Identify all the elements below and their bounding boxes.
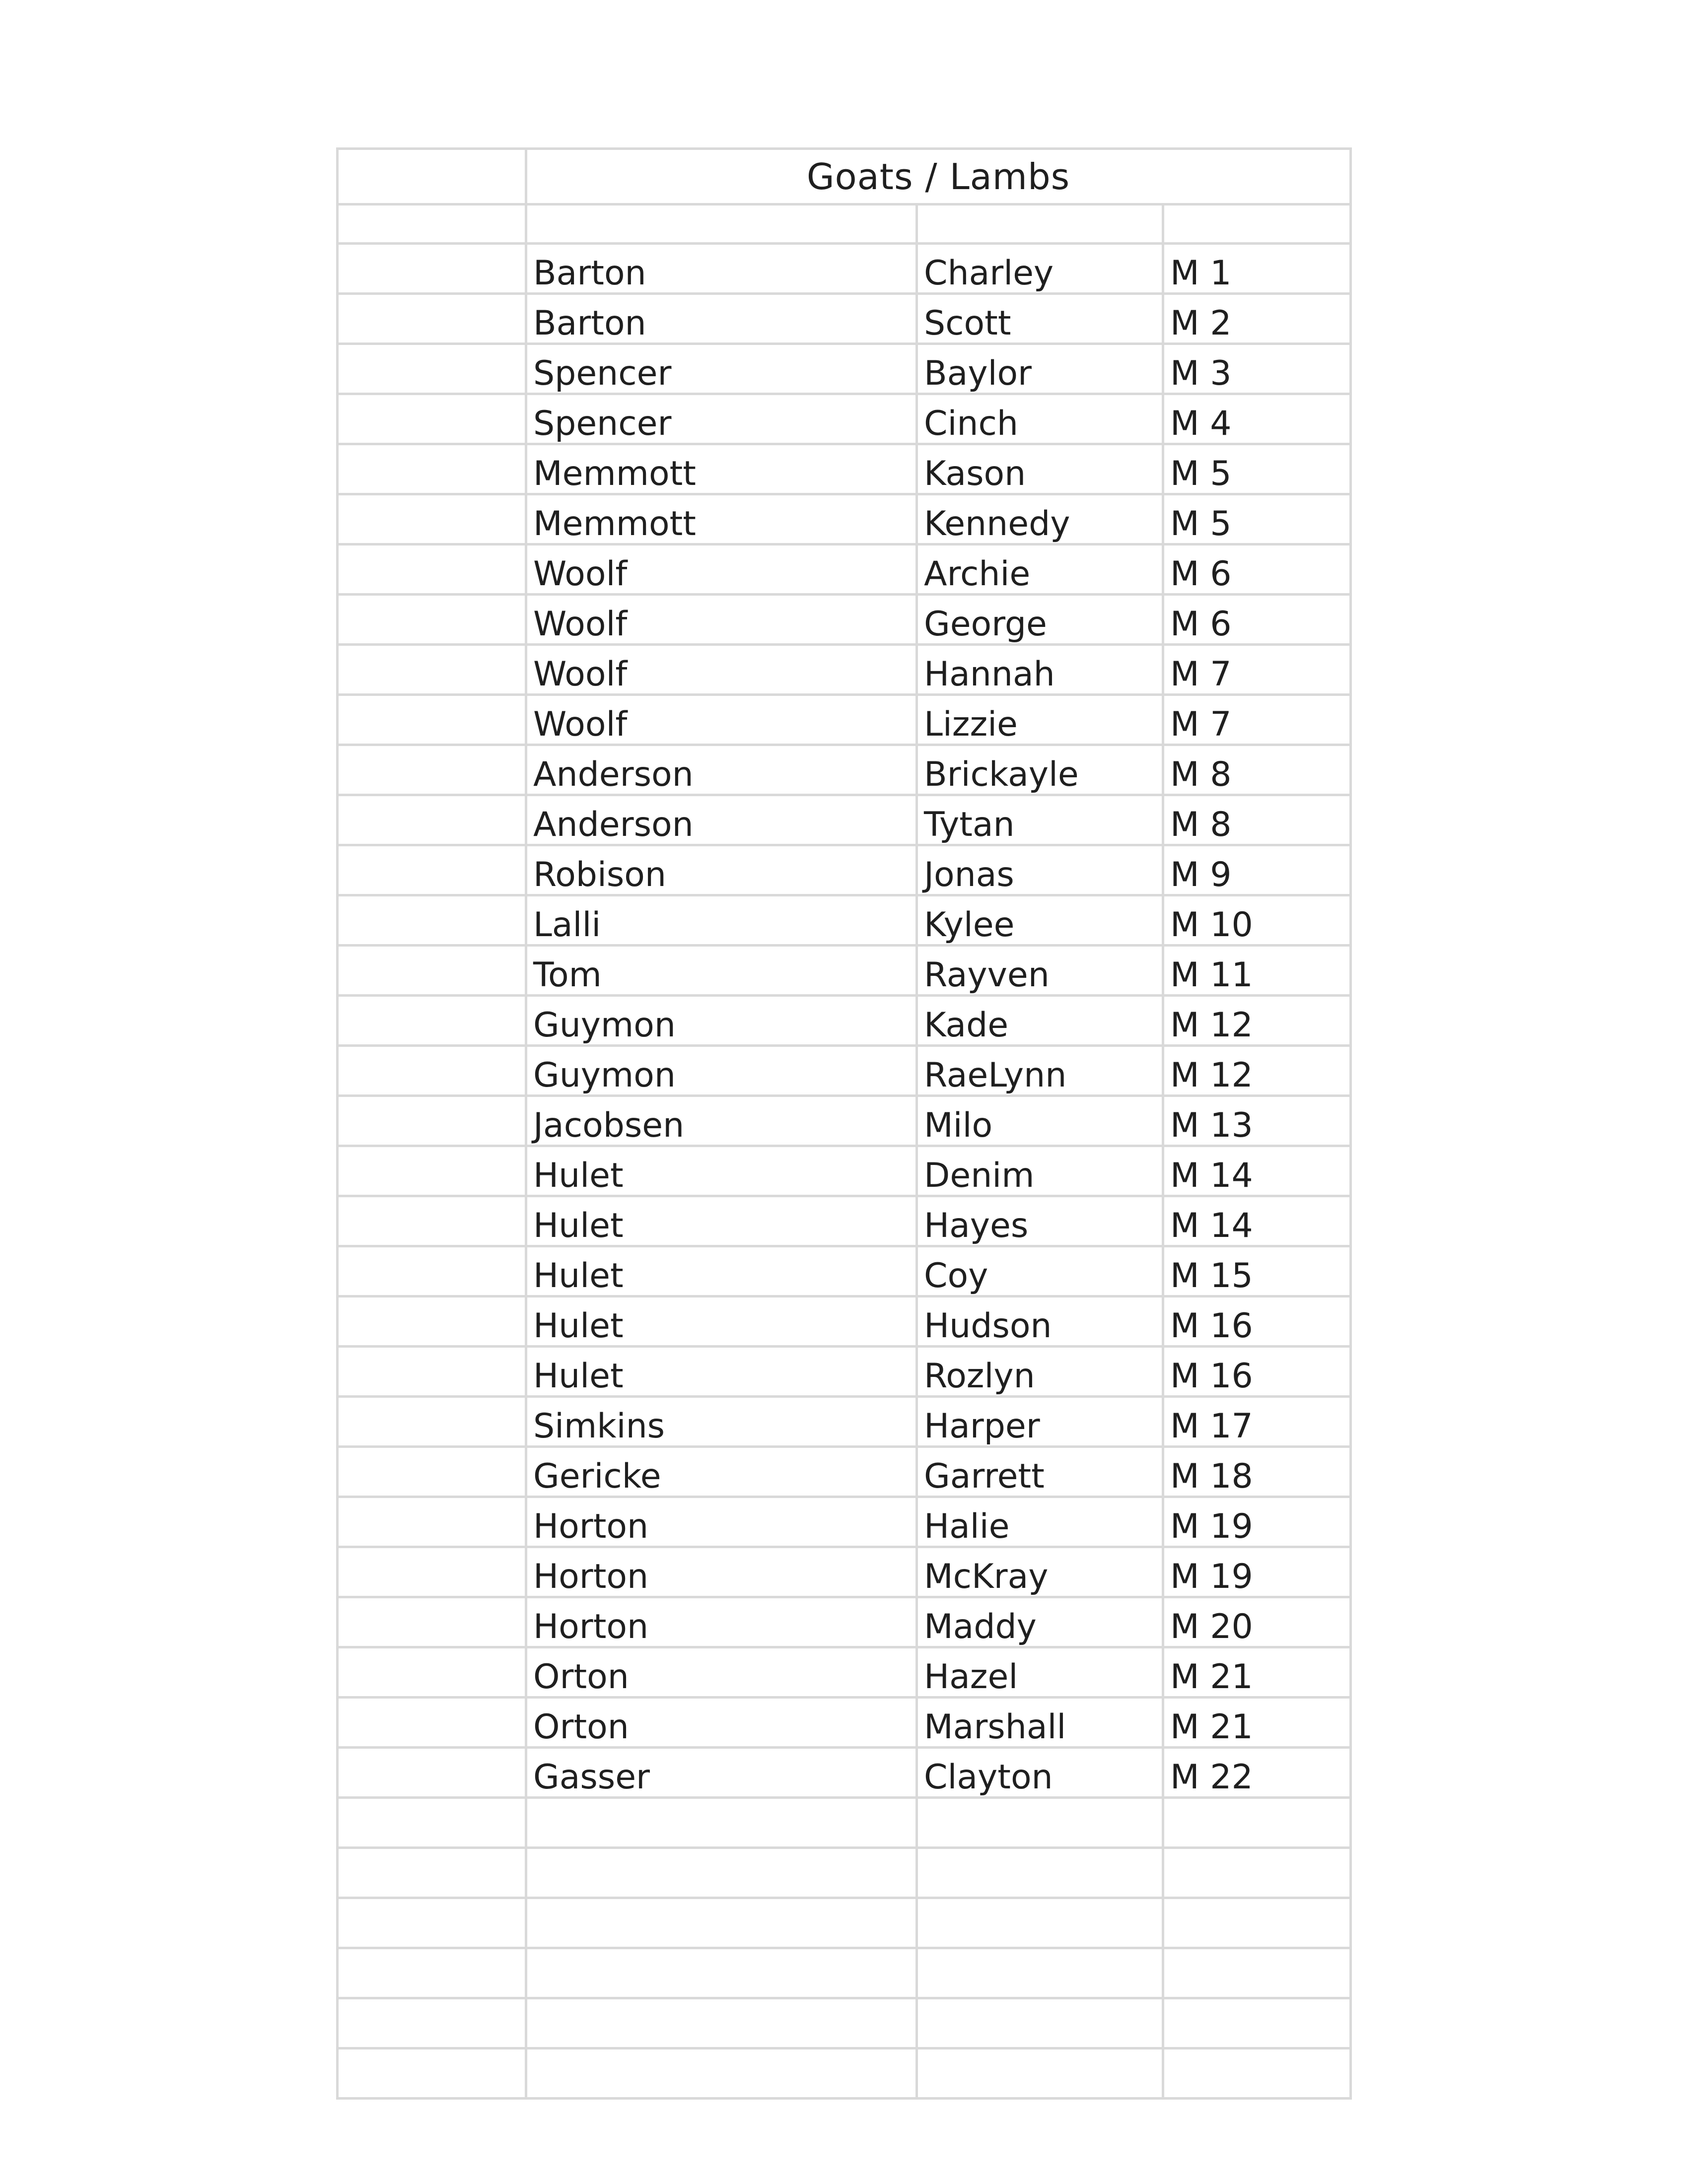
number-cell: M 4 xyxy=(1163,394,1351,444)
table-row xyxy=(338,1397,1351,1447)
row-label-cell xyxy=(338,1447,526,1497)
row-label-cell xyxy=(338,2048,526,2099)
number-cell: M 16 xyxy=(1163,1297,1351,1347)
row-label-cell xyxy=(338,845,526,895)
last-name-cell: Barton xyxy=(526,244,917,294)
last-name-cell: Woolf xyxy=(526,595,917,645)
table-row xyxy=(338,494,1351,545)
last-name-cell: Hulet xyxy=(526,1246,917,1297)
number-cell: M 10 xyxy=(1163,895,1351,946)
number-cell: M 9 xyxy=(1163,845,1351,895)
first-name-cell: Jonas xyxy=(917,845,1163,895)
table-row xyxy=(338,1497,1351,1547)
number-cell: M 19 xyxy=(1163,1497,1351,1547)
table-row xyxy=(338,946,1351,996)
first-name-cell: Charley xyxy=(917,244,1163,294)
number-cell: M 12 xyxy=(1163,996,1351,1046)
first-name-cell: Marshall xyxy=(917,1698,1163,1748)
table-row xyxy=(338,795,1351,845)
table-row xyxy=(338,895,1351,946)
table-row xyxy=(338,545,1351,595)
number-cell: M 6 xyxy=(1163,545,1351,595)
first-name-cell: George xyxy=(917,595,1163,645)
first-name-cell: Kennedy xyxy=(917,494,1163,545)
number-cell xyxy=(1163,1848,1351,1898)
row-label-cell xyxy=(338,1748,526,1798)
table-row xyxy=(338,1698,1351,1748)
last-name-cell: Woolf xyxy=(526,695,917,745)
first-name-cell: Brickayle xyxy=(917,745,1163,795)
empty-cell xyxy=(917,205,1163,244)
table-row xyxy=(338,745,1351,795)
last-name-cell: Hulet xyxy=(526,1146,917,1196)
table-row xyxy=(338,695,1351,745)
first-name-cell: Rozlyn xyxy=(917,1347,1163,1397)
last-name-cell xyxy=(526,1898,917,1948)
row-label-cell xyxy=(338,1848,526,1898)
last-name-cell: Spencer xyxy=(526,394,917,444)
number-cell: M 22 xyxy=(1163,1748,1351,1798)
table-row xyxy=(338,394,1351,444)
number-cell: M 6 xyxy=(1163,595,1351,645)
empty-cell xyxy=(1163,205,1351,244)
table-row xyxy=(338,595,1351,645)
last-name-cell: Guymon xyxy=(526,1046,917,1096)
first-name-cell: Hazel xyxy=(917,1647,1163,1698)
row-label-cell xyxy=(338,1547,526,1597)
table-row xyxy=(338,1798,1351,1848)
first-name-cell xyxy=(917,1898,1163,1948)
table-row xyxy=(338,1246,1351,1297)
number-cell: M 3 xyxy=(1163,344,1351,394)
table-row xyxy=(338,1898,1351,1948)
first-name-cell: Halie xyxy=(917,1497,1163,1547)
row-label-cell xyxy=(338,1246,526,1297)
first-name-cell xyxy=(917,1848,1163,1898)
table-row xyxy=(338,1848,1351,1898)
number-cell: M 14 xyxy=(1163,1146,1351,1196)
table-row xyxy=(338,1998,1351,2048)
number-cell: M 21 xyxy=(1163,1698,1351,1748)
last-name-cell: Jacobsen xyxy=(526,1096,917,1146)
table-row xyxy=(338,1597,1351,1647)
first-name-cell: Milo xyxy=(917,1096,1163,1146)
number-cell: M 12 xyxy=(1163,1046,1351,1096)
last-name-cell: Woolf xyxy=(526,645,917,695)
spreadsheet-table xyxy=(336,147,1352,2100)
table-row xyxy=(338,294,1351,344)
first-name-cell: Cinch xyxy=(917,394,1163,444)
row-label-cell xyxy=(338,595,526,645)
row-label-cell xyxy=(338,996,526,1046)
row-label-cell xyxy=(338,1998,526,2048)
first-name-cell: RaeLynn xyxy=(917,1046,1163,1096)
row-label-cell xyxy=(338,695,526,745)
last-name-cell xyxy=(526,2048,917,2099)
number-cell: M 11 xyxy=(1163,946,1351,996)
number-cell xyxy=(1163,1998,1351,2048)
number-cell: M 16 xyxy=(1163,1347,1351,1397)
number-cell: M 8 xyxy=(1163,745,1351,795)
last-name-cell: Gericke xyxy=(526,1447,917,1497)
spreadsheet-body xyxy=(338,149,1351,2099)
row-label-cell xyxy=(338,1096,526,1146)
number-cell xyxy=(1163,1898,1351,1948)
last-name-cell: Horton xyxy=(526,1547,917,1597)
row-label-cell xyxy=(338,444,526,494)
last-name-cell: Lalli xyxy=(526,895,917,946)
last-name-cell: Anderson xyxy=(526,795,917,845)
last-name-cell: Horton xyxy=(526,1597,917,1647)
table-row xyxy=(338,996,1351,1046)
first-name-cell: Lizzie xyxy=(917,695,1163,745)
first-name-cell: Hayes xyxy=(917,1196,1163,1246)
row-label-cell xyxy=(338,244,526,294)
last-name-cell: Robison xyxy=(526,845,917,895)
first-name-cell xyxy=(917,1948,1163,1998)
last-name-cell: Memmott xyxy=(526,444,917,494)
first-name-cell: Baylor xyxy=(917,344,1163,394)
table-row xyxy=(338,1196,1351,1246)
number-cell: M 1 xyxy=(1163,244,1351,294)
number-cell: M 5 xyxy=(1163,494,1351,545)
blank-row xyxy=(338,205,1351,244)
table-row xyxy=(338,645,1351,695)
last-name-cell: Spencer xyxy=(526,344,917,394)
sheet-title: Goats / Lambs xyxy=(526,149,1351,205)
row-label-cell xyxy=(338,1948,526,1998)
row-label-cell xyxy=(338,1647,526,1698)
title-row xyxy=(338,149,1351,205)
number-cell: M 21 xyxy=(1163,1647,1351,1698)
number-cell xyxy=(1163,2048,1351,2099)
first-name-cell: Garrett xyxy=(917,1447,1163,1497)
row-label-cell xyxy=(338,1698,526,1748)
first-name-cell: Clayton xyxy=(917,1748,1163,1798)
last-name-cell: Anderson xyxy=(526,745,917,795)
last-name-cell xyxy=(526,1798,917,1848)
first-name-cell: Harper xyxy=(917,1397,1163,1447)
first-name-cell: Coy xyxy=(917,1246,1163,1297)
first-name-cell xyxy=(917,1998,1163,2048)
first-name-cell: Denim xyxy=(917,1146,1163,1196)
first-name-cell xyxy=(917,2048,1163,2099)
first-name-cell: Hannah xyxy=(917,645,1163,695)
table-row xyxy=(338,1948,1351,1998)
row-label-cell xyxy=(338,344,526,394)
number-cell: M 8 xyxy=(1163,795,1351,845)
row-label-cell xyxy=(338,1347,526,1397)
last-name-cell xyxy=(526,1948,917,1998)
first-name-cell: McKray xyxy=(917,1547,1163,1597)
row-label-cell xyxy=(338,1597,526,1647)
last-name-cell: Orton xyxy=(526,1698,917,1748)
empty-cell xyxy=(338,205,526,244)
last-name-cell: Guymon xyxy=(526,996,917,1046)
row-label-cell xyxy=(338,394,526,444)
row-label-cell xyxy=(338,294,526,344)
row-label-cell xyxy=(338,895,526,946)
last-name-cell: Orton xyxy=(526,1647,917,1698)
row-label-cell xyxy=(338,1397,526,1447)
last-name-cell: Simkins xyxy=(526,1397,917,1447)
table-row xyxy=(338,344,1351,394)
table-row xyxy=(338,1297,1351,1347)
number-cell: M 7 xyxy=(1163,695,1351,745)
table-row xyxy=(338,845,1351,895)
last-name-cell: Woolf xyxy=(526,545,917,595)
first-name-cell: Kason xyxy=(917,444,1163,494)
row-label-cell xyxy=(338,545,526,595)
first-name-cell: Archie xyxy=(917,545,1163,595)
number-cell xyxy=(1163,1948,1351,1998)
row-label-cell xyxy=(338,1297,526,1347)
number-cell: M 19 xyxy=(1163,1547,1351,1597)
number-cell: M 18 xyxy=(1163,1447,1351,1497)
last-name-cell: Hulet xyxy=(526,1196,917,1246)
row-label-cell xyxy=(338,946,526,996)
row-label-cell xyxy=(338,1898,526,1948)
first-name-cell: Kylee xyxy=(917,895,1163,946)
table-row xyxy=(338,444,1351,494)
table-row xyxy=(338,1647,1351,1698)
number-cell: M 15 xyxy=(1163,1246,1351,1297)
table-row xyxy=(338,1096,1351,1146)
row-label-cell xyxy=(338,795,526,845)
table-row xyxy=(338,1748,1351,1798)
table-row xyxy=(338,244,1351,294)
last-name-cell xyxy=(526,1848,917,1898)
number-cell: M 13 xyxy=(1163,1096,1351,1146)
number-cell: M 2 xyxy=(1163,294,1351,344)
number-cell: M 20 xyxy=(1163,1597,1351,1647)
last-name-cell: Hulet xyxy=(526,1347,917,1397)
last-name-cell: Barton xyxy=(526,294,917,344)
last-name-cell: Memmott xyxy=(526,494,917,545)
last-name-cell: Horton xyxy=(526,1497,917,1547)
row-label-cell xyxy=(338,645,526,695)
table-row xyxy=(338,1146,1351,1196)
number-cell: M 14 xyxy=(1163,1196,1351,1246)
row-label-cell xyxy=(338,1497,526,1547)
number-cell: M 7 xyxy=(1163,645,1351,695)
last-name-cell: Tom xyxy=(526,946,917,996)
last-name-cell: Hulet xyxy=(526,1297,917,1347)
row-label-cell xyxy=(338,1798,526,1848)
first-name-cell xyxy=(917,1798,1163,1848)
first-name-cell: Kade xyxy=(917,996,1163,1046)
row-label-cell xyxy=(338,745,526,795)
number-cell: M 5 xyxy=(1163,444,1351,494)
row-label-cell xyxy=(338,494,526,545)
first-name-cell: Rayven xyxy=(917,946,1163,996)
table-row xyxy=(338,1547,1351,1597)
row-label-cell xyxy=(338,1196,526,1246)
number-cell: M 17 xyxy=(1163,1397,1351,1447)
table-row xyxy=(338,1347,1351,1397)
empty-cell xyxy=(338,149,526,205)
table-row xyxy=(338,1447,1351,1497)
last-name-cell: Gasser xyxy=(526,1748,917,1798)
first-name-cell: Scott xyxy=(917,294,1163,344)
table-row xyxy=(338,1046,1351,1096)
last-name-cell xyxy=(526,1998,917,2048)
row-label-cell xyxy=(338,1146,526,1196)
first-name-cell: Tytan xyxy=(917,795,1163,845)
number-cell xyxy=(1163,1798,1351,1848)
table-row xyxy=(338,2048,1351,2099)
empty-cell xyxy=(526,205,917,244)
first-name-cell: Hudson xyxy=(917,1297,1163,1347)
first-name-cell: Maddy xyxy=(917,1597,1163,1647)
row-label-cell xyxy=(338,1046,526,1096)
